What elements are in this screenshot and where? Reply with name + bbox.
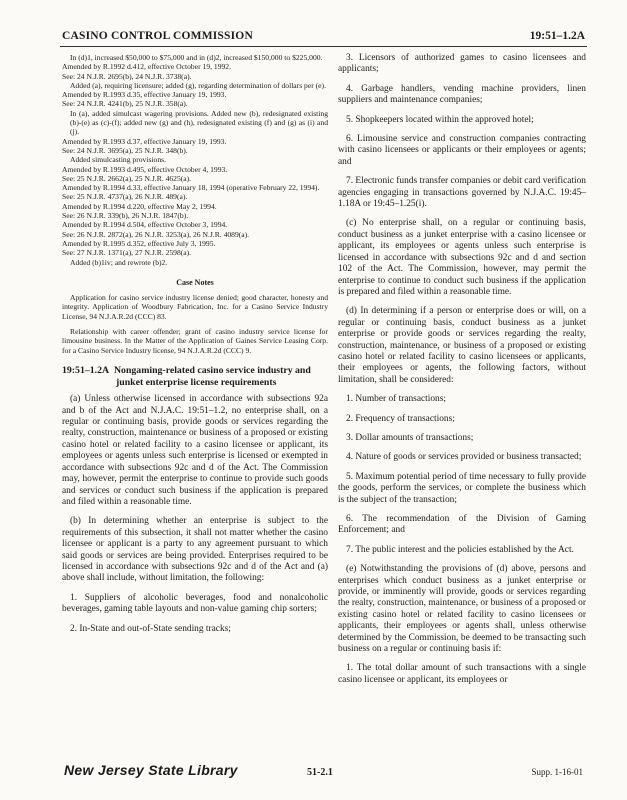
history-line: See: 26 N.J.R. 339(b), 26 N.J.R. 1847(b). bbox=[62, 211, 189, 221]
history-line: Amended by R.1993 d.35, effective January 19, 1993. bbox=[62, 90, 227, 100]
library-stamp: New Jersey State Library bbox=[64, 762, 238, 778]
history-line: See: 25 N.J.R. 2662(a), 25 N.J.R. 4625(a). bbox=[62, 173, 192, 183]
history-line: Amended by R.1993 d.495, effective October 4, 1993. bbox=[62, 164, 228, 174]
list-item: 2. In-State and out-of-State sending tracks; bbox=[70, 623, 231, 634]
history-line: Amended by R.1994 d.33, effective January 18, 1994 (operative February 22, 1994). bbox=[62, 183, 320, 193]
history-line: Amended by R.1993 d.37, effective January 19, 1993. bbox=[62, 136, 227, 146]
left-column bbox=[62, 53, 328, 643]
history-line: Amended by R.1994 d.504, effective October 3, 1994. bbox=[62, 220, 228, 230]
history-line: Amended by R.1992 d.412, effective October 19, 1992. bbox=[62, 62, 231, 72]
history-line: See: 24 N.J.R. 3695(a), 25 N.J.R. 348(b). bbox=[62, 145, 188, 155]
case-notes-title: Case Notes bbox=[176, 277, 214, 287]
list-item: 5. Shopkeepers located within the approved hotel; bbox=[346, 114, 534, 125]
section-number: 19:51–1.2A bbox=[62, 365, 110, 377]
header-rule bbox=[60, 46, 587, 47]
paragraph-d: (d) In determining if a person or enterprise does or will, on a regular or continuing basis, conduct business as a junket enterprise or provide goods or services regarding the realty, construction, maintenance, or business of a proposed or existing casino hotel or related facility to casino licensees or applicants, their employees or agents, the following factors, without limitation, shall be considered: bbox=[338, 306, 586, 385]
history-line: Amended by R.1995 d.352, effective July 3, 1995. bbox=[62, 238, 216, 248]
history-line: In (d)1, increased $50,000 to $75,000 and in (d)2, increased $150,000 to $225,000. bbox=[70, 53, 323, 62]
case-note: Relationship with career offender; grant of casino industry service license for limousine business. In the Matter of the Application of Gaines Service Leasing Corp. for a Casino Service Industry license, 94 N.J.A.R.2d (CCC) 9. bbox=[62, 327, 328, 355]
list-item: 6. The recommendation of the Division of Gaming Enforcement; and bbox=[338, 514, 586, 536]
history-line: See: 24 N.J.R. 2695(b), 24 N.J.R. 3738(a). bbox=[62, 71, 192, 81]
history-line: See: 27 N.J.R. 1371(a), 27 N.J.R. 2598(a). bbox=[62, 248, 192, 258]
right-column bbox=[338, 53, 586, 694]
section-title-line1: Nongaming-related casino service industry and bbox=[113, 365, 311, 377]
running-header-title: CASINO CONTROL COMMISSION bbox=[62, 30, 253, 42]
section-title-line2: junket enterprise license requirements bbox=[116, 376, 277, 388]
list-item: 6. Limousine service and construction companies contracting with casino licensees or applicants or their employees or agents; and bbox=[338, 134, 586, 167]
list-item: 5. Maximum potential period of time necessary to fully provide the goods, perform the services, or complete the business which is the subject of the transaction; bbox=[338, 471, 586, 505]
paragraph-e: (e) Notwithstanding the provisions of (d) above, persons and enterprises which conduct business as a junket enterprise or provide, or imminently will provide, goods or services regarding the realty, construction, maintenance, or business of a proposed or existing casino hotel or related facility to casino licensees or applicants, their employees or agents shall, unless otherwise determined by the Commission, be deemed to be transacting such business on a regular or continuing basis if: bbox=[338, 564, 586, 655]
history-line: See: 25 N.J.R. 4737(a), 26 N.J.R. 489(a). bbox=[62, 192, 188, 202]
list-item: 2. Frequency of transactions; bbox=[346, 413, 455, 424]
list-item: 1. The total dollar amount of such transactions with a single casino licensee or applicant, its employees or bbox=[338, 663, 586, 685]
history-line: Added simulcasting provisions. bbox=[70, 155, 166, 165]
running-header-section: 19:51–1.2A bbox=[529, 30, 585, 42]
history-line: See: 26 N.J.R. 2872(a), 26 N.J.R. 3253(a), 26 N.J.R. 4089(a). bbox=[62, 229, 250, 239]
history-line: Added (a), requiring licensure; added (g), regarding determination of dollars per (e). bbox=[70, 80, 326, 90]
list-item: 3. Licensors of authorized games to casino licensees and applicants; bbox=[338, 53, 586, 75]
left-body bbox=[62, 394, 328, 635]
history-line: Added (b)1iv; and rewrote (b)2. bbox=[70, 257, 168, 267]
history-line: In (a), added simulcast wagering provisions. Added new (b), redesignated existing (b)-(e) as (c)-(f); added new (g) and (h), redesignated existing (f) and (g) as (i) and (j). bbox=[70, 108, 328, 137]
history-notes bbox=[62, 53, 328, 267]
section-heading bbox=[62, 365, 328, 388]
history-line: Amended by R.1994 d.220, effective May 2, 1994. bbox=[62, 201, 217, 211]
supplement-date: Supp. 1-16-01 bbox=[531, 767, 583, 777]
list-item: 4. Nature of goods or services provided or business transacted; bbox=[346, 452, 582, 463]
case-notes bbox=[62, 293, 328, 355]
list-item: 7. Electronic funds transfer companies or debit card verification agencies engaging in transactions governed by N.J.A.C. 19:45–1.18A or 19:45–1.25(i). bbox=[338, 176, 586, 210]
list-item: 3. Dollar amounts of transactions; bbox=[346, 432, 474, 443]
paragraph-b: (b) In determining whether an enterprise is subject to the requirements of this subsection, it shall not matter whether the casino licensee or applicant is a party to any agreement pursuant to which said goods or services are being provided. Enterprises required to be licensed in accordance with subsections 92c and d of the Act and (a) above shall include, without limitation, the following: bbox=[62, 516, 328, 584]
paragraph-c: (c) No enterprise shall, on a regular or continuing basis, conduct business as a junket enterprise with a casino licensee or applicant, its employees or agents unless such enterprise is licensed in accordance with subsections 92c and d and section 102 of the Act. The Commission, however, may permit the enterprise to continue to conduct such business if the application is prepared and filed within a reasonable time. bbox=[338, 218, 586, 297]
page-number: 51-2.1 bbox=[307, 767, 333, 778]
history-line: See: 24 N.J.R. 4241(b), 25 N.J.R. 358(a). bbox=[62, 99, 188, 109]
list-item: 1. Number of transactions; bbox=[346, 394, 446, 405]
list-item: 1. Suppliers of alcoholic beverages, food and nonalcoholic beverages, gaming table layouts and non-value gaming chip sorters; bbox=[62, 592, 328, 615]
paragraph-a: (a) Unless otherwise licensed in accordance with subsections 92a and b of the Act and N.J.A.C. 19:51–1.2, no enterprise shall, on a regular or continuing basis, provide goods or services regarding the realty, construction, maintenance or business of a proposed or existing casino hotel or related facility to a casino licensee or applicant, its employees or agents unless such enterprise is licensed or exempted in accordance with subsections 92c and d of the Act. The Commission may, however, permit the enterprise to continue to provide such goods and services or conduct such business if the application is prepared and filed within a reasonable time. bbox=[62, 394, 328, 507]
list-item: 7. The public interest and the policies established by the Act. bbox=[346, 544, 574, 555]
right-body bbox=[338, 53, 586, 686]
case-note: Application for casino service industry license denied; good character, honesty and integrity. Application of Woodbury Fabrication, Inc. for a Casino Service Industry License, 94 N.J.A.R.2d (CCC) 83. bbox=[62, 292, 328, 321]
list-item: 4. Garbage handlers, vending machine providers, linen suppliers and maintenance companies; bbox=[338, 83, 586, 106]
